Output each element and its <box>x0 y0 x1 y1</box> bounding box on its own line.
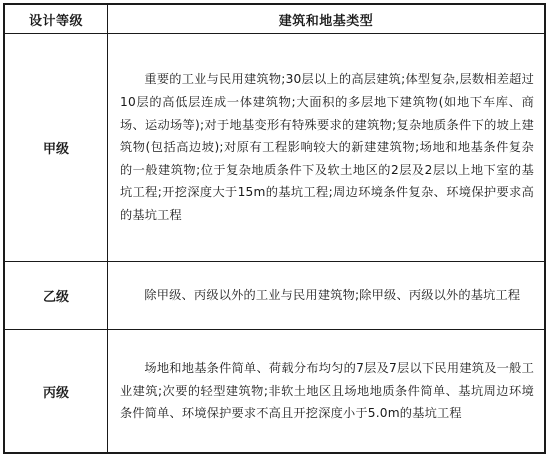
row-b-description-text: 除甲级、丙级以外的工业与民用建筑物;除甲级、丙级以外的基坑工程 <box>144 288 521 303</box>
header-building-foundation-type: 建筑和地基类型 <box>108 5 544 34</box>
design-level-table <box>3 3 546 454</box>
row-b-description <box>108 262 544 330</box>
row-c-level: 丙级 <box>5 330 108 452</box>
row-a-description-text: 重要的工业与民用建筑物;30层以上的高层建筑;体型复杂,层数相差超过10层的高低层连成一体建筑物;大面积的多层地下建筑物(如地下车库、商场、运动场等);对于地基变形有特殊要求的建筑物;复杂地质条件下的坡上建筑物(包括高边坡);对原有工程影响较大的新建建筑物;场地和地基条件复杂的一般建筑物;位于复杂地质条件下及软土地区的2层及2层以上地下室的基坑工程;开挖深度大于15m的基坑工程;周边环境条件复杂、环境保护要求高的基坑工程 <box>120 72 534 222</box>
row-a-description <box>108 34 544 262</box>
row-a-level: 甲级 <box>5 34 108 262</box>
row-c-description-text: 场地和地基条件简单、荷载分布均匀的7层及7层以下民用建筑及一般工业建筑;次要的轻型建筑物;非软土地区且场地地质条件简单、基坑周边环境条件简单、环境保护要求不高且开挖深度小于5.0m的基坑工程 <box>120 361 534 421</box>
header-design-level: 设计等级 <box>5 5 108 34</box>
row-b-level: 乙级 <box>5 262 108 330</box>
row-c-description <box>108 330 544 452</box>
